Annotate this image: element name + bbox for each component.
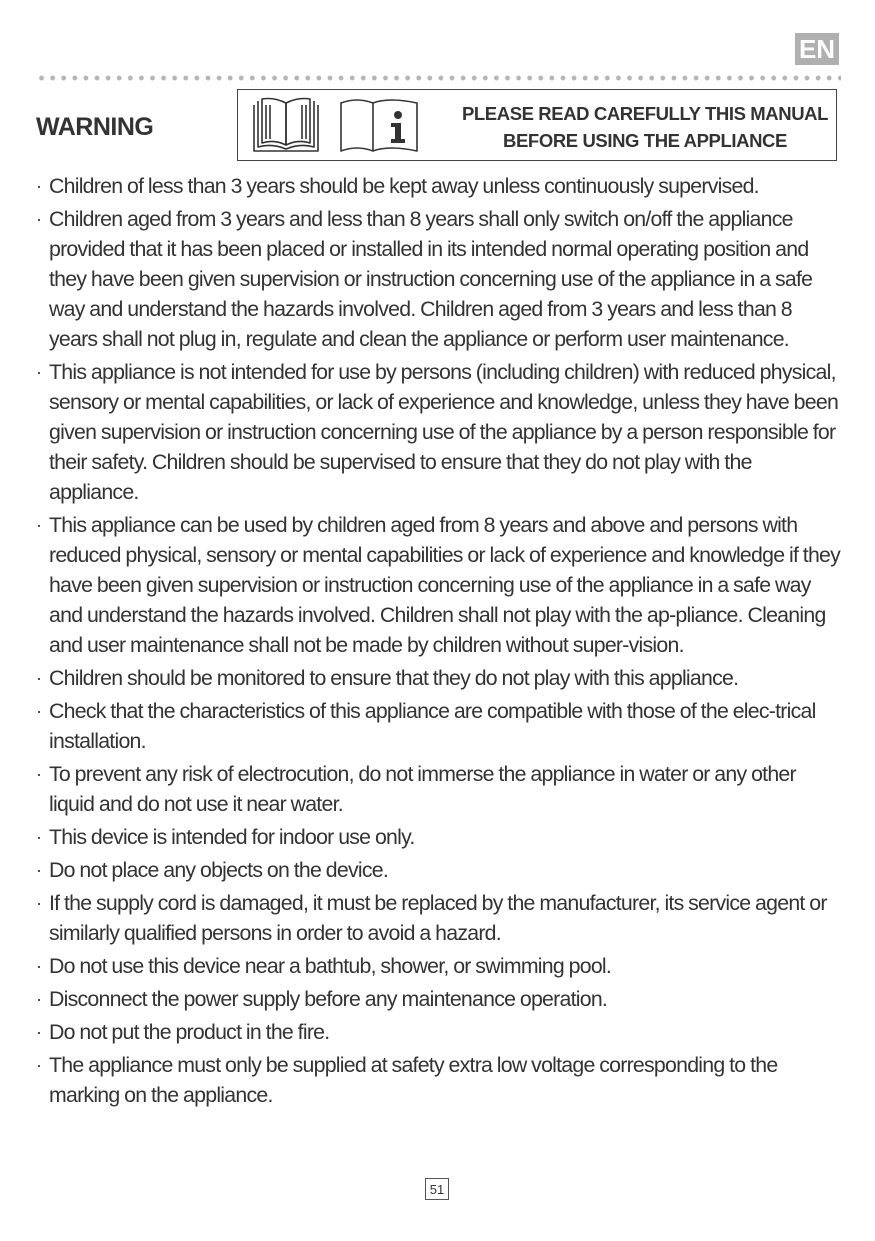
list-item: · Check that the characteristics of this appliance are compatible with those of the elec-trical installation. xyxy=(36,699,816,753)
read-manual-notice xyxy=(237,89,837,161)
list-item: · To prevent any risk of electrocution, do not immerse the appliance in water or any other liquid and do not use it near water. xyxy=(36,762,796,816)
list-item: · Disconnect the power supply before any maintenance operation. xyxy=(36,987,608,1011)
warning-list xyxy=(36,171,841,1113)
manual-book-icon xyxy=(246,95,326,160)
list-item: · Do not place any objects on the device. xyxy=(36,858,388,882)
list-item: · This appliance can be used by children aged from 8 years and above and persons with reduced physical, sensory or mental capabilities or lack of experience and knowledge if they have been given supervision or instruction concerning use of the appliance in a safe way and understand the hazards involved. Children shall not play with the ap-pliance. Cleaning and user maintenance shall not be made by children without super-vision. xyxy=(36,513,841,657)
language-badge: EN xyxy=(795,33,839,65)
warning-heading: WARNING xyxy=(36,113,154,141)
list-item: · If the supply cord is damaged, it must be replaced by the manufacturer, its service agent or similarly qualified persons in order to avoid a hazard. xyxy=(36,891,827,945)
list-item: · Children aged from 3 years and less than 8 years shall only switch on/off the appliance provided that it has been placed or installed in its intended normal operating position and they have been given supervision or instruction concerning use of the appliance in a safe way and understand the hazards involved. Children aged from 3 years and less than 8 years shall not plug in, regulate and clean the appliance or perform user maintenance. xyxy=(36,207,813,351)
notice-line-2: BEFORE USING THE APPLIANCE xyxy=(503,130,787,151)
info-manual-icon xyxy=(337,95,422,160)
list-item: · Do not use this device near a bathtub, shower, or swimming pool. xyxy=(36,954,612,978)
read-manual-text xyxy=(460,100,830,154)
list-item: · The appliance must only be supplied at safety extra low voltage corresponding to the marking on the appliance. xyxy=(36,1053,778,1107)
list-item: · This device is intended for indoor use only. xyxy=(36,825,415,849)
dotted-divider xyxy=(36,75,841,81)
notice-line-1: PLEASE READ CAREFULLY THIS MANUAL xyxy=(461,103,829,124)
page-number: 51 xyxy=(425,1178,449,1200)
list-item: · Children should be monitored to ensure that they do not play with this appliance. xyxy=(36,666,739,690)
list-item: · Children of less than 3 years should be kept away unless continuously supervised. xyxy=(36,174,759,198)
list-item: · This appliance is not intended for use by persons (including children) with reduced physical, sensory or mental capabilities, or lack of experience and knowledge, unless they have been given supervision or instruction concerning use of the appliance by a person responsible for their safety. Children should be supervised to ensure that they do not play with the appliance. xyxy=(36,360,839,504)
list-item: · Do not put the product in the fire. xyxy=(36,1020,330,1044)
